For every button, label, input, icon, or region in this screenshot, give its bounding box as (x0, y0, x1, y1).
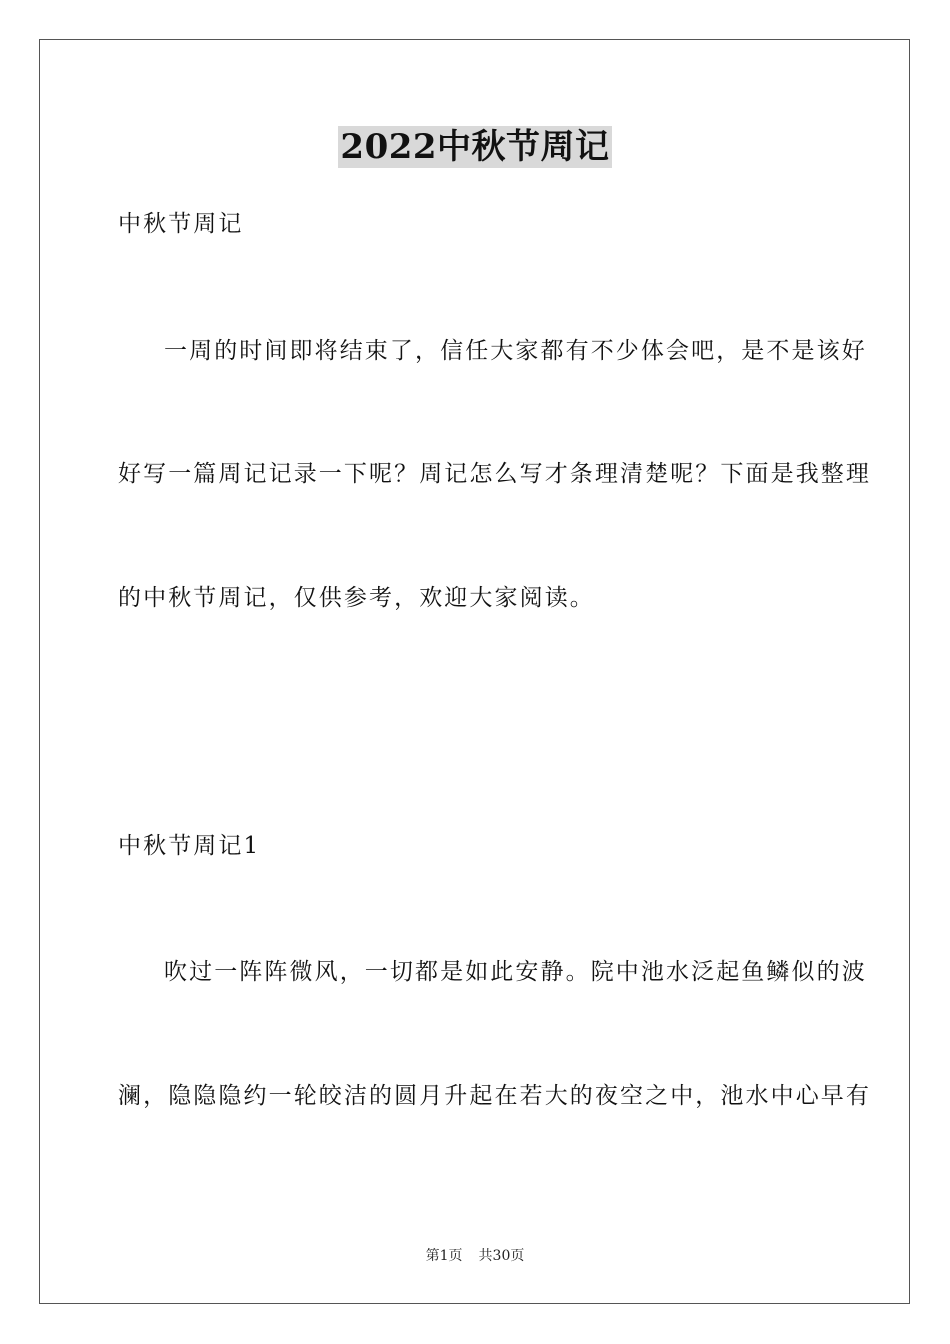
intro-line-3: 的中秋节周记，仅供参考，欢迎大家阅读。 (118, 585, 595, 611)
section-line-1: 吹过一阵阵微风，一切都是如此安静。院中池水泛起鱼鳞似的波 (164, 959, 867, 985)
intro-line-1: 一周的时间即将结束了，信任大家都有不少体会吧，是不是该好 (164, 338, 867, 364)
page-number-current: 第1页 (425, 1248, 463, 1264)
title-container (0, 126, 950, 168)
page-footer (0, 1247, 950, 1265)
page-number-total: 共30页 (478, 1248, 525, 1264)
intro-line-2: 好写一篇周记记录一下呢？周记怎么写才条理清楚呢？下面是我整理 (118, 461, 871, 487)
document-subtitle: 中秋节周记 (118, 211, 244, 237)
section-line-2: 澜，隐隐隐约一轮皎洁的圆月升起在若大的夜空之中，池水中心早有 (118, 1083, 871, 1109)
section-heading: 中秋节周记1 (118, 833, 261, 859)
document-title: 2022中秋节周记 (340, 127, 610, 167)
